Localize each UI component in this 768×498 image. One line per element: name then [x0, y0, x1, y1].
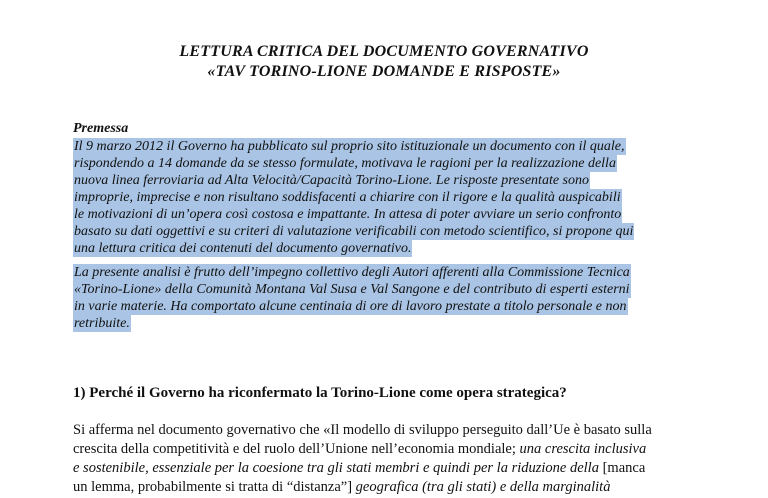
selected-text-line[interactable]: rispondendo a 14 domande da se stesso formulate, motivava le ragioni per la realizzazione della — [74, 156, 616, 171]
body-text: [manca — [598, 460, 646, 476]
body-text-italic: geografica (tra gli stati) e della marginalità — [355, 479, 611, 495]
selected-text-line[interactable]: basato su dati oggettivi e su criteri di valutazione verificabili con metodo scientifico, si propone qui — [74, 224, 634, 239]
selected-text-line[interactable]: retribuite. — [74, 316, 130, 331]
selected-text-line[interactable]: La presente analisi è frutto dell’impegno collettivo degli Autori afferenti alla Commissione Tecnica — [74, 265, 630, 280]
selected-text-line[interactable]: improprie, imprecise e non risultano soddisfacenti a chiarire con il rigore e la qualità auspicabili — [74, 190, 621, 205]
selected-text-line[interactable]: Il 9 marzo 2012 il Governo ha pubblicato sul proprio sito istituzionale un documento con il quale, — [74, 139, 625, 154]
body-text: Si afferma nel documento governativo che «Il modello di sviluppo perseguito dall’Ue è basato sulla — [73, 422, 652, 438]
body-text-line — [73, 459, 645, 478]
section-1-heading: 1) Perché il Governo ha riconfermato la Torino-Lione come opera strategica? — [73, 385, 567, 401]
selected-text-line[interactable]: nuova linea ferroviaria ad Alta Velocità/Capacità Torino-Lione. Le risposte presentate sono — [74, 173, 589, 188]
body-text-line — [73, 440, 646, 459]
body-text-italic: e sostenibile, essenziale per la coesione tra gli stati membri e quindi per la riduzione della — [73, 460, 599, 476]
body-text: un lemma, probabilmente si tratta di “distanza”] — [73, 479, 356, 495]
selected-text-line[interactable]: una lettura critica dei contenuti del documento governativo. — [74, 241, 412, 256]
selected-text-line[interactable]: le motivazioni di un’opera così costosa e impattante. In attesa di poter avviare un serio confronto — [74, 207, 622, 222]
document-title-line-2: «TAV TORINO-LIONE DOMANDE E RISPOSTE» — [207, 63, 561, 80]
document-title-line-1: LETTURA CRITICA DEL DOCUMENTO GOVERNATIVO — [179, 43, 589, 60]
selected-text-line[interactable]: «Torino-Lione» della Comunità Montana Val Susa e Val Sangone e del contributo di esperti esterni — [74, 282, 630, 297]
premessa-heading: Premessa — [73, 121, 129, 136]
body-text-italic: una crescita inclusiva — [519, 441, 647, 457]
body-text: crescita della competitività e del ruolo dell’Unione nell’economia mondiale; — [73, 441, 520, 457]
body-text-line — [73, 478, 610, 497]
body-text-line — [73, 421, 652, 440]
selected-text-line[interactable]: in varie materie. Ha comportato alcune centinaia di ore di lavoro prestate a titolo personale e non — [74, 299, 627, 314]
